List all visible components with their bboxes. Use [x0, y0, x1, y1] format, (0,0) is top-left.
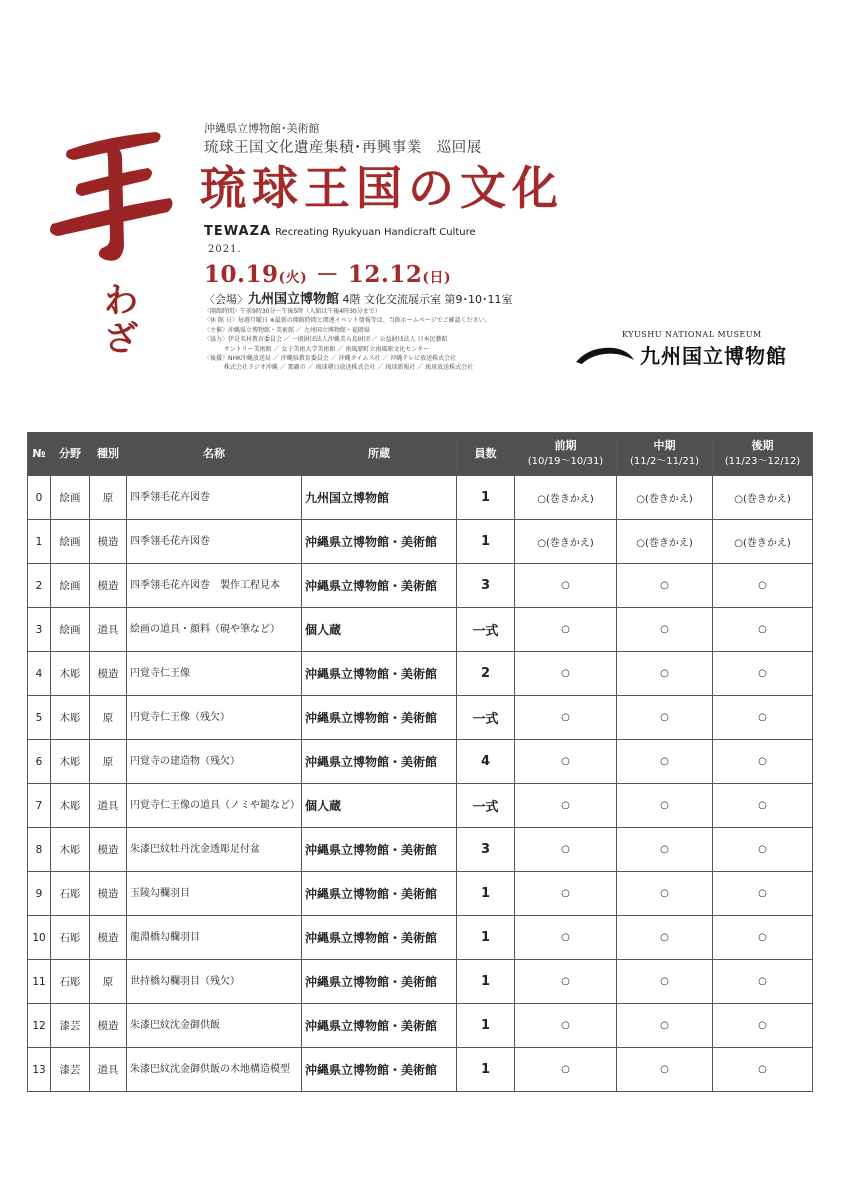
cell-field: 木彫	[51, 784, 90, 828]
table-row	[28, 476, 813, 520]
cell-type: 模造	[90, 564, 127, 608]
waza-logo-text: わざ	[104, 281, 138, 359]
cell-qty: 1	[457, 520, 515, 564]
cell-early: ○	[515, 1048, 617, 1092]
cell-owner: 沖縄県立博物館・美術館	[302, 960, 457, 1004]
cell-no: 4	[28, 652, 51, 696]
table-row	[28, 916, 813, 960]
date-end: 12.12	[347, 261, 423, 288]
header-early-range: (10/19〜10/31)	[527, 456, 604, 467]
cell-mid: ○	[617, 608, 713, 652]
cell-no: 7	[28, 784, 51, 828]
museum-swoosh-icon	[574, 342, 636, 366]
cell-mid: ○	[617, 784, 713, 828]
cell-owner: 沖縄県立博物館・美術館	[302, 652, 457, 696]
cell-name: 世持橋勾欄羽目（残欠）	[127, 960, 302, 1004]
cell-name: 四季翎毛花卉図巻 製作工程見本	[127, 564, 302, 608]
cell-name: 円覚寺仁王像	[127, 652, 302, 696]
cell-no: 13	[28, 1048, 51, 1092]
header-no: №	[28, 433, 51, 476]
date-start: 10.19	[204, 261, 279, 288]
cell-qty: 3	[457, 828, 515, 872]
table-row	[28, 740, 813, 784]
table-row	[28, 960, 813, 1004]
table-row	[28, 784, 813, 828]
header-owner: 所蔵	[302, 433, 457, 476]
cell-no: 3	[28, 608, 51, 652]
cell-field: 木彫	[51, 652, 90, 696]
cell-type: 模造	[90, 1004, 127, 1048]
cell-owner: 沖縄県立博物館・美術館	[302, 828, 457, 872]
cell-no: 10	[28, 916, 51, 960]
museum-name-english: KYUSHU NATIONAL MUSEUM	[622, 330, 762, 339]
cell-qty: 4	[457, 740, 515, 784]
cell-name: 玉陵勾欄羽目	[127, 872, 302, 916]
cell-type: 模造	[90, 652, 127, 696]
cell-late: ○(巻きかえ)	[713, 520, 813, 564]
header-mid	[617, 433, 713, 476]
cell-owner: 個人蔵	[302, 608, 457, 652]
cell-no: 9	[28, 872, 51, 916]
cell-early: ○	[515, 872, 617, 916]
project-title: 琉球王国文化遺産集積･再興事業 巡回展	[204, 140, 482, 156]
table-row	[28, 1004, 813, 1048]
cell-name: 円覚寺仁王像（残欠）	[127, 696, 302, 740]
venue-label: 〈会場〉	[204, 293, 248, 306]
cell-early: ○	[515, 784, 617, 828]
cell-late: ○	[713, 916, 813, 960]
cell-type: 原	[90, 960, 127, 1004]
table-row	[28, 564, 813, 608]
header-mid-range: (11/2〜11/21)	[629, 456, 700, 467]
exhibition-dates	[204, 256, 451, 289]
main-title: 琉球王国の文化	[200, 161, 564, 215]
cell-type: 原	[90, 740, 127, 784]
header-late-range: (11/23〜12/12)	[724, 456, 801, 467]
detail-line: 〈後援〉NHK沖縄放送局 ／ 沖縄県教育委員会 ／ 沖縄タイムス社 ／ 沖縄テレビ放送株式会社	[204, 355, 457, 363]
cell-owner: 沖縄県立博物館・美術館	[302, 1004, 457, 1048]
cell-owner: 沖縄県立博物館・美術館	[302, 564, 457, 608]
cell-early: ○(巻きかえ)	[515, 520, 617, 564]
cell-early: ○	[515, 608, 617, 652]
cell-mid: ○(巻きかえ)	[617, 476, 713, 520]
cell-name: 龍淵橋勾欄羽目	[127, 916, 302, 960]
cell-qty: 3	[457, 564, 515, 608]
cell-early: ○	[515, 652, 617, 696]
museum-name-japanese: 九州国立博物館	[640, 344, 787, 368]
cell-owner: 沖縄県立博物館・美術館	[302, 740, 457, 784]
cell-qty: 1	[457, 476, 515, 520]
detail-line: サントリー美術館 ／ 女子美術大学美術館 ／ 南風原町立南風原文化センター	[204, 345, 429, 353]
cell-type: 道具	[90, 1048, 127, 1092]
english-title	[204, 224, 476, 239]
organizer-text: 沖縄県立博物館･美術館	[204, 122, 320, 135]
cell-no: 5	[28, 696, 51, 740]
english-subtitle: Recreating Ryukyuan Handicraft Culture	[275, 227, 476, 238]
cell-field: 石彫	[51, 872, 90, 916]
cell-mid: ○	[617, 652, 713, 696]
cell-late: ○	[713, 1048, 813, 1092]
cell-name: 朱漆巴紋沈金御供飯	[127, 1004, 302, 1048]
cell-no: 11	[28, 960, 51, 1004]
header-early	[515, 433, 617, 476]
exhibition-header	[0, 0, 848, 400]
detail-line: 〈開館時間〉午前9時30分〜午後5時（入館は午後4時30分まで）	[204, 308, 381, 315]
header-early-label: 前期	[554, 439, 577, 452]
te-calligraphy-logo	[48, 128, 176, 268]
cell-name: 四季翎毛花卉図巻	[127, 520, 302, 564]
cell-late: ○	[713, 740, 813, 784]
cell-qty: 1	[457, 1004, 515, 1048]
table-row	[28, 608, 813, 652]
header-late	[713, 433, 813, 476]
cell-early: ○(巻きかえ)	[515, 476, 617, 520]
cell-mid: ○	[617, 872, 713, 916]
cell-late: ○	[713, 564, 813, 608]
date-end-day: (日)	[422, 270, 452, 286]
cell-early: ○	[515, 1004, 617, 1048]
cell-early: ○	[515, 564, 617, 608]
cell-type: 原	[90, 696, 127, 740]
cell-type: 原	[90, 476, 127, 520]
cell-name: 絵画の道具・顔料（硯や筆など）	[127, 608, 302, 652]
cell-name: 朱漆巴紋沈金御供飯の木地構造模型	[127, 1048, 302, 1092]
cell-mid: ○	[617, 696, 713, 740]
cell-owner: 沖縄県立博物館・美術館	[302, 916, 457, 960]
cell-type: 道具	[90, 784, 127, 828]
cell-late: ○	[713, 652, 813, 696]
cell-no: 0	[28, 476, 51, 520]
cell-field: 木彫	[51, 740, 90, 784]
cell-qty: 2	[457, 652, 515, 696]
cell-early: ○	[515, 696, 617, 740]
cell-late: ○	[713, 608, 813, 652]
cell-field: 絵画	[51, 476, 90, 520]
cell-qty: 一式	[457, 784, 515, 828]
table-row	[28, 1048, 813, 1092]
cell-field: 石彫	[51, 916, 90, 960]
date-start-day: (火)	[278, 270, 308, 286]
table-body	[28, 476, 813, 1092]
cell-name: 円覚寺の建造物（残欠）	[127, 740, 302, 784]
cell-late: ○	[713, 1004, 813, 1048]
header-type: 種別	[90, 433, 127, 476]
cell-owner: 沖縄県立博物館・美術館	[302, 1048, 457, 1092]
cell-type: 模造	[90, 520, 127, 564]
cell-name: 四季翎毛花卉図巻	[127, 476, 302, 520]
header-late-label: 後期	[751, 439, 774, 452]
cell-no: 12	[28, 1004, 51, 1048]
cell-mid: ○	[617, 740, 713, 784]
cell-mid: ○	[617, 828, 713, 872]
cell-early: ○	[515, 960, 617, 1004]
cell-mid: ○	[617, 960, 713, 1004]
cell-qty: 一式	[457, 696, 515, 740]
cell-no: 6	[28, 740, 51, 784]
cell-late: ○	[713, 784, 813, 828]
cell-name: 円覚寺仁王像の道具（ノミや鎚など）	[127, 784, 302, 828]
cell-late: ○(巻きかえ)	[713, 476, 813, 520]
date-separator: －	[315, 261, 340, 288]
detail-line: 〈協力〉伊是名村教育委員会 ／ 一般財団法人沖縄美ら島財団 ／ 公益財団法人 日本民藝館	[204, 336, 448, 344]
header-mid-label: 中期	[653, 439, 676, 452]
exhibit-list-table	[27, 432, 813, 1092]
cell-no: 2	[28, 564, 51, 608]
cell-mid: ○	[617, 1004, 713, 1048]
year-text: 2021.	[208, 244, 242, 255]
cell-owner: 沖縄県立博物館・美術館	[302, 520, 457, 564]
cell-field: 木彫	[51, 828, 90, 872]
cell-qty: 一式	[457, 608, 515, 652]
table-row	[28, 696, 813, 740]
cell-type: 模造	[90, 828, 127, 872]
cell-qty: 1	[457, 960, 515, 1004]
venue-line	[204, 288, 513, 307]
cell-early: ○	[515, 828, 617, 872]
cell-type: 模造	[90, 916, 127, 960]
cell-type: 道具	[90, 608, 127, 652]
cell-early: ○	[515, 740, 617, 784]
table-row	[28, 872, 813, 916]
header-name: 名称	[127, 433, 302, 476]
cell-field: 絵画	[51, 608, 90, 652]
cell-late: ○	[713, 828, 813, 872]
table-header-row	[28, 433, 813, 476]
cell-no: 1	[28, 520, 51, 564]
cell-qty: 1	[457, 1048, 515, 1092]
cell-qty: 1	[457, 872, 515, 916]
cell-late: ○	[713, 696, 813, 740]
cell-mid: ○	[617, 564, 713, 608]
table-row	[28, 520, 813, 564]
cell-name: 朱漆巴紋牡丹沈金透彫足付盆	[127, 828, 302, 872]
english-title-bold: TEWAZA	[204, 224, 272, 239]
detail-line: 〈休 館 日〉毎週月曜日 ※最新の開館時間と関連イベント情報等は、当館ホームページでご確認ください。	[204, 317, 491, 325]
detail-line: 〈主催〉沖縄県立博物館・美術館 ／ 九州国立博物館・福岡県	[204, 326, 370, 334]
cell-owner: 沖縄県立博物館・美術館	[302, 872, 457, 916]
cell-field: 漆芸	[51, 1048, 90, 1092]
cell-mid: ○	[617, 916, 713, 960]
venue-room: 4階 文化交流展示室 第9･10･11室	[342, 293, 513, 306]
cell-field: 絵画	[51, 564, 90, 608]
cell-early: ○	[515, 916, 617, 960]
venue-name: 九州国立博物館	[248, 292, 340, 307]
cell-mid: ○	[617, 1048, 713, 1092]
cell-late: ○	[713, 960, 813, 1004]
cell-field: 木彫	[51, 696, 90, 740]
table-row	[28, 828, 813, 872]
cell-field: 石彫	[51, 960, 90, 1004]
cell-owner: 九州国立博物館	[302, 476, 457, 520]
cell-late: ○	[713, 872, 813, 916]
cell-field: 絵画	[51, 520, 90, 564]
table-row	[28, 652, 813, 696]
cell-mid: ○(巻きかえ)	[617, 520, 713, 564]
header-field: 分野	[51, 433, 90, 476]
cell-owner: 沖縄県立博物館・美術館	[302, 696, 457, 740]
header-qty: 員数	[457, 433, 515, 476]
cell-field: 漆芸	[51, 1004, 90, 1048]
cell-no: 8	[28, 828, 51, 872]
cell-type: 模造	[90, 872, 127, 916]
cell-qty: 1	[457, 916, 515, 960]
cell-owner: 個人蔵	[302, 784, 457, 828]
detail-line: 株式会社ラジオ沖縄 ／ 那覇市 ／ 琉球朝日放送株式会社 ／ 琉球新報社 ／ 琉球放送株式会社	[204, 364, 474, 372]
